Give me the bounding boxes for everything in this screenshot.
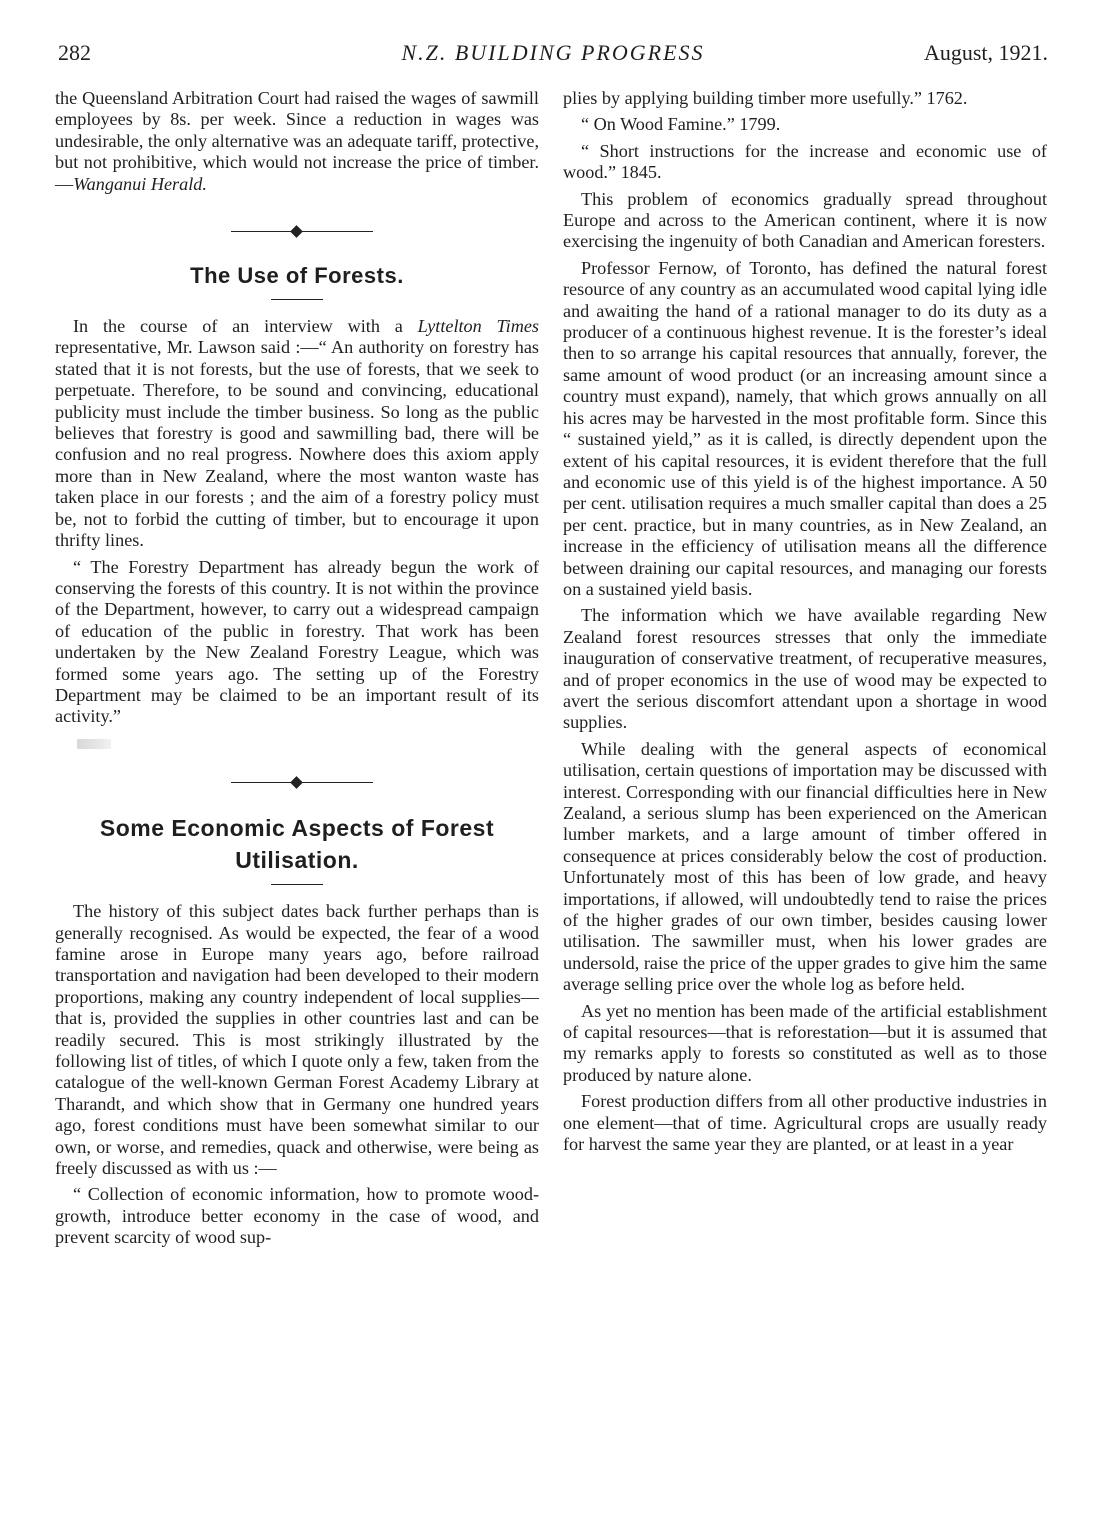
article-heading-use-of-forests: The Use of Forests. bbox=[190, 263, 404, 289]
article-paragraph: In the course of an interview with a Lyttelton Times representative, Mr. Lawson said :—“ An authority on forestry has stated that it is not forests, but the use of forests, that we seek to perpetuate. Therefore, to be sound and convincing, educational publicity must include the timber business. So long as the public believes that forestry is good and sawmilling bad, there will be confusion and no real progress. Nowhere does this axiom apply more than in New Zealand, where the most wanton waste has taken place in our forests ; and the aim of a forestry policy must be, not to forbid the cutting of timber, but to encourage it upon thrifty lines. bbox=[55, 316, 539, 551]
continuation-text: the Queensland Arbitration Court had raised the wages of sawmill employees by 8s. per week. Since a reduction in wages was undesirable, the only alternative was an adequate tariff, protective, but not prohibitive, which would not increase the price of timber.— bbox=[55, 88, 539, 194]
article-paragraph: This problem of economics gradually spread throughout Europe and across to the American continent, where it is now exercising the ingenuity of both Canadian and American foresters. bbox=[563, 188, 1047, 252]
article-continuation bbox=[55, 88, 539, 195]
article-paragraph: While dealing with the general aspects of economical utilisation, certain questions of importation may be discussed with interest. Corresponding with our financial difficulties here in New Zealand, a serious slump has been experienced on the American lumber markets, and a large amount of timber offered in consequence at prices considerably below the cost of production. Unfortunately most of this has been of low grade, and heavy importations, if allowed, will undoubtedly tend to raise the prices of the higher grades of our own timber, besides causing lower utilisation. The sawmiller must, when his lower grades are undersold, raise the price of the upper grades to give him the same average selling price over the whole log as before held. bbox=[563, 738, 1047, 995]
left-column bbox=[55, 88, 539, 1254]
source-citation: Wanganui Herald. bbox=[73, 173, 207, 194]
diamond-ornament-icon bbox=[290, 225, 303, 238]
section-separator bbox=[55, 221, 539, 243]
article-paragraph: The information which we have available regarding New Zealand forest resources stresses that only the immediate inauguration of conservative treatment, of recuperative measures, and of proper economics in the use of wood may be expected to avert the serious discomfort attendant upon a shortage in wood supplies. bbox=[563, 605, 1047, 733]
heading-rule bbox=[271, 299, 323, 300]
right-column bbox=[563, 88, 1047, 1161]
article-paragraph: The history of this subject dates back further perhaps than is generally recognised. As would be expected, the fear of a wood famine arose in Europe many years ago, before railroad transportation and navigation had been developed to their modern proportions, making any country independent of local supplies—that is, provided the supplies in other countries last and can be readily secured. This is most strikingly illustrated by the following list of titles, of which I quote only a few, taken from the catalogue of the well-known German Forest Academy Library at Tharandt, and which show that in Germany one hundred years ago, forest conditions must have been somewhat similar to our own, or worse, and remedies, quack and otherwise, were being as freely discussed as with us :— bbox=[55, 901, 539, 1179]
issue-date: August, 1921. bbox=[923, 40, 1048, 65]
article-heading-economic-aspects: Some Economic Aspects of Forest Utilisation. bbox=[99, 815, 495, 874]
section-separator bbox=[55, 772, 539, 794]
quoted-title: plies by applying building timber more usefully.” 1762. bbox=[563, 88, 968, 108]
article-paragraph: As yet no mention has been made of the artificial establishment of capital resources—that is reforestation—but it is assumed that my remarks apply to forests so constituted as well as to those produced by nature alone. bbox=[563, 1000, 1047, 1085]
quoted-title: “ Short instructions for the increase and economic use of wood.” 1845. bbox=[563, 140, 1047, 183]
print-smudge bbox=[55, 733, 539, 754]
publication-title: N.Z. BUILDING PROGRESS bbox=[401, 40, 705, 65]
diamond-ornament-icon bbox=[290, 776, 303, 789]
quoted-title: “ On Wood Famine.” 1799. bbox=[581, 114, 781, 135]
page-header bbox=[58, 40, 1048, 70]
page-number: 282 bbox=[58, 40, 91, 65]
heading-rule bbox=[271, 884, 323, 885]
article-paragraph: “ The Forestry Department has already begun the work of conserving the forests of this country. It is not within the province of the Department, however, to carry out a widespread campaign of education of the public in forestry. That work has been undertaken by the New Zealand Forestry League, which was formed some years ago. The setting up of the Forestry Department may be claimed to be an important result of its activity.” bbox=[55, 556, 539, 727]
quoted-title: “ Collection of economic information, how to promote wood-growth, introduce better economy in the case of wood, and prevent scarcity of wood sup- bbox=[55, 1184, 539, 1248]
newspaper-name: Lyttelton Times bbox=[417, 316, 539, 337]
article-paragraph: Forest production differs from all other productive industries in one element—that of time. Agricultural crops are usually ready for harvest the same year they are planted, or at least in a year bbox=[563, 1091, 1047, 1155]
article-paragraph: Professor Fernow, of Toronto, has defined the natural forest resource of any country as an accumulated wood capital lying idle and awaiting the hand of a rational manager to do its duty as a producer of a continuous highest revenue. It is the forester’s ideal then to so arrange his capital resources that annually, forever, the same amount of wood product (or an increasing amount since a country must expand), namely, that which grows annually on all his acres may be harvested in the most profitable form. Since this “ sustained yield,” as it is called, is directly dependent upon the extent of his capital resources, it is evident therefore that the full and economic use of this yield is of the highest importance. A 50 per cent. utilisation requires a much smaller capital than does a 25 per cent. practice, but in many countries, as in New Zealand, an increase in the efficiency of utilisation means all the difference between draining our capital resources, and managing our forests on a sustained yield basis. bbox=[563, 257, 1047, 599]
